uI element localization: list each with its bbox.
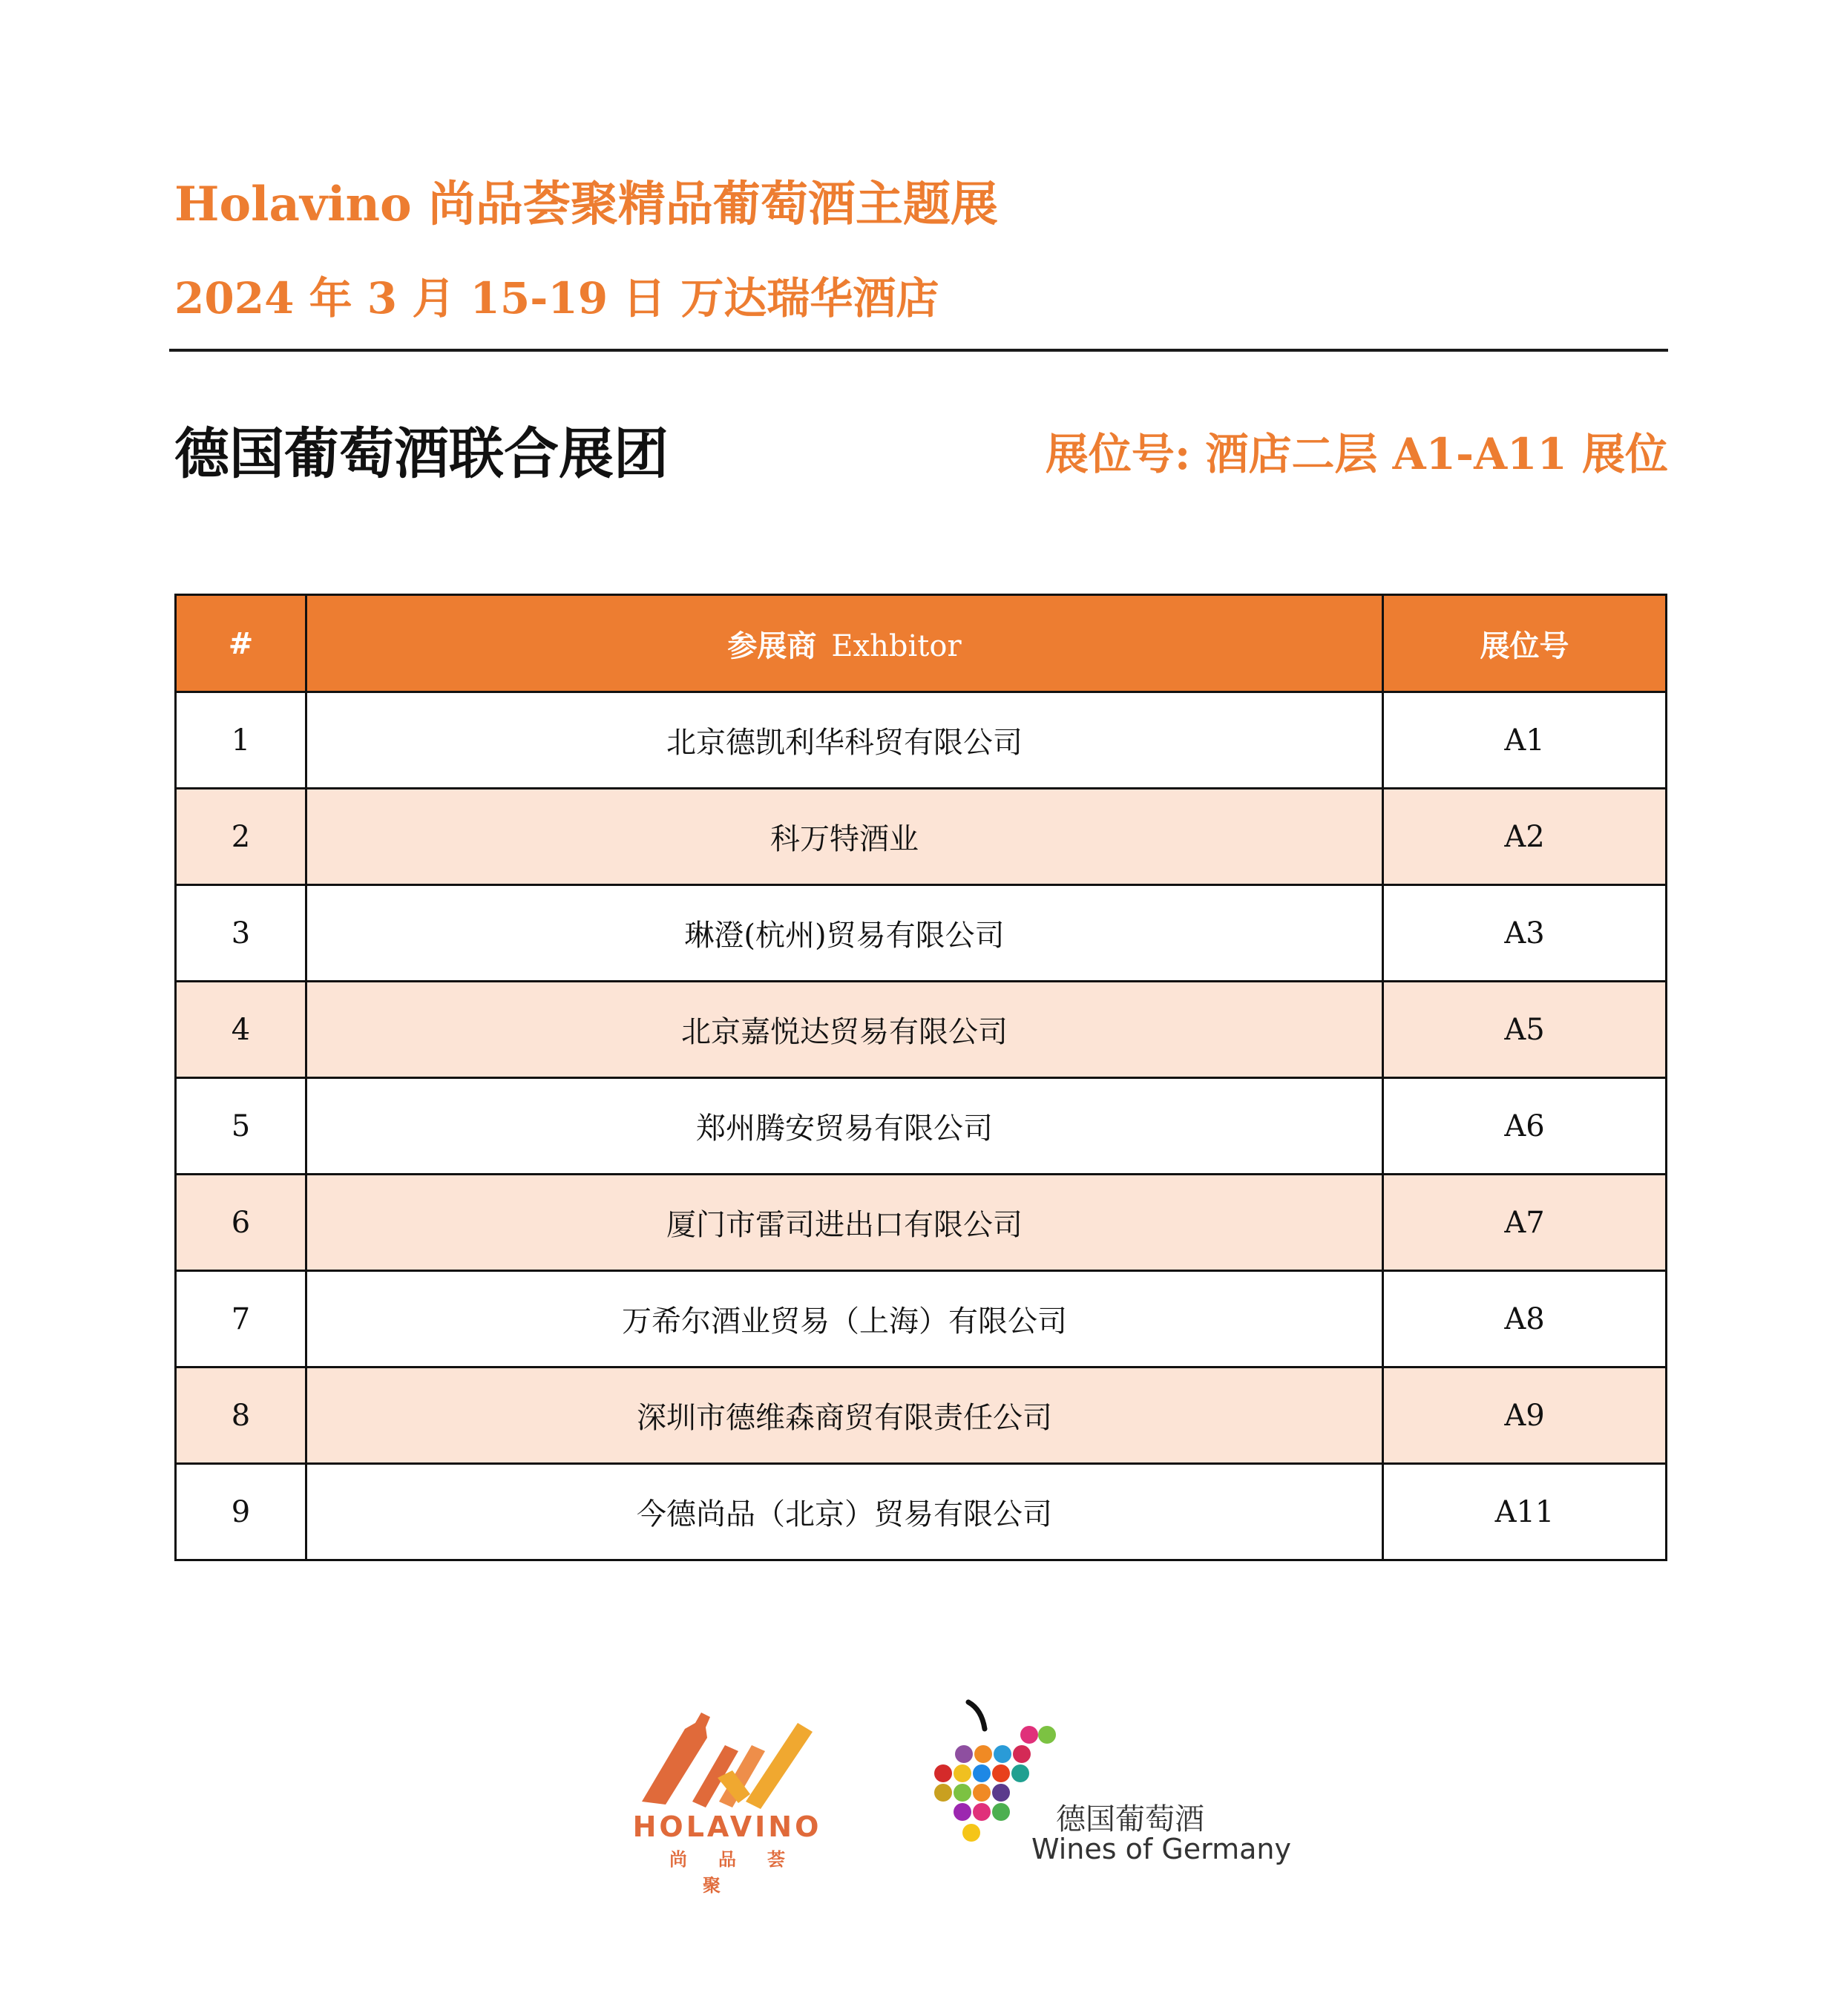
row-number: 5 [176, 1078, 306, 1175]
row-number: 1 [176, 692, 306, 789]
table-row [176, 1271, 1667, 1367]
holavino-logo-text: HOLAVINO [632, 1810, 822, 1843]
booth-number: A6 [1383, 1078, 1667, 1175]
row-number: 7 [176, 1271, 306, 1367]
table-row [176, 789, 1667, 885]
wines-of-germany-en: Wines of Germany [1031, 1833, 1291, 1865]
booth-number: A7 [1383, 1175, 1667, 1271]
header-divider [169, 349, 1668, 352]
table-row [176, 692, 1667, 789]
exhibitor-name: 北京德凯利华科贸有限公司 [306, 692, 1383, 789]
table-row [176, 982, 1667, 1078]
holavino-logo-subtext: 尚品荟聚 [669, 1849, 816, 1896]
column-header-exhibitor-cn: 参展商 [727, 628, 817, 663]
booth-number: A2 [1383, 789, 1667, 885]
event-title: Holavino 尚品荟聚精品葡萄酒主题展 [174, 177, 998, 232]
row-number: 8 [176, 1367, 306, 1464]
row-number: 4 [176, 982, 306, 1078]
booth-number: A1 [1383, 692, 1667, 789]
column-header-exhibitor-en: Exhbitor [831, 628, 962, 663]
section-title: 德国葡萄酒联合展团 [174, 422, 669, 486]
exhibitor-name: 厦门市雷司进出口有限公司 [306, 1175, 1383, 1271]
table-header-row [176, 595, 1667, 692]
exhibitor-name: 北京嘉悦达贸易有限公司 [306, 982, 1383, 1078]
column-header-number: # [176, 595, 306, 692]
row-number: 9 [176, 1464, 306, 1560]
exhibitor-name: 万希尔酒业贸易（上海）有限公司 [306, 1271, 1383, 1367]
exhibitor-name: 深圳市德维森商贸有限责任公司 [306, 1367, 1383, 1464]
row-number: 3 [176, 885, 306, 982]
booth-number: A9 [1383, 1367, 1667, 1464]
table-row [176, 1464, 1667, 1560]
exhibitor-name: 郑州腾安贸易有限公司 [306, 1078, 1383, 1175]
booth-number: A5 [1383, 982, 1667, 1078]
exhibitor-name: 琳澄(杭州)贸易有限公司 [306, 885, 1383, 982]
holavino-logo-mark [627, 1707, 827, 1810]
exhibitor-name: 今德尚品（北京）贸易有限公司 [306, 1464, 1383, 1560]
column-header-exhibitor [306, 595, 1383, 692]
exhibitor-name: 科万特酒业 [306, 789, 1383, 885]
wines-of-germany-logo [924, 1699, 1291, 1865]
table-row [176, 885, 1667, 982]
table-row [176, 1175, 1667, 1271]
row-number: 6 [176, 1175, 306, 1271]
booth-range-heading: 展位号: 酒店二层 A1-A11 展位 [1045, 429, 1668, 479]
holavino-logo [627, 1707, 827, 1896]
column-header-booth: 展位号 [1383, 595, 1667, 692]
booth-number: A3 [1383, 885, 1667, 982]
exhibitor-table [174, 594, 1667, 1561]
table-row [176, 1078, 1667, 1175]
table-row [176, 1367, 1667, 1464]
booth-number: A8 [1383, 1271, 1667, 1367]
wines-of-germany-cn: 德国葡萄酒 [1056, 1802, 1204, 1836]
event-date: 2024 年 3 月 15-19 日 万达瑞华酒店 [174, 273, 939, 324]
row-number: 2 [176, 789, 306, 885]
booth-number: A11 [1383, 1464, 1667, 1560]
